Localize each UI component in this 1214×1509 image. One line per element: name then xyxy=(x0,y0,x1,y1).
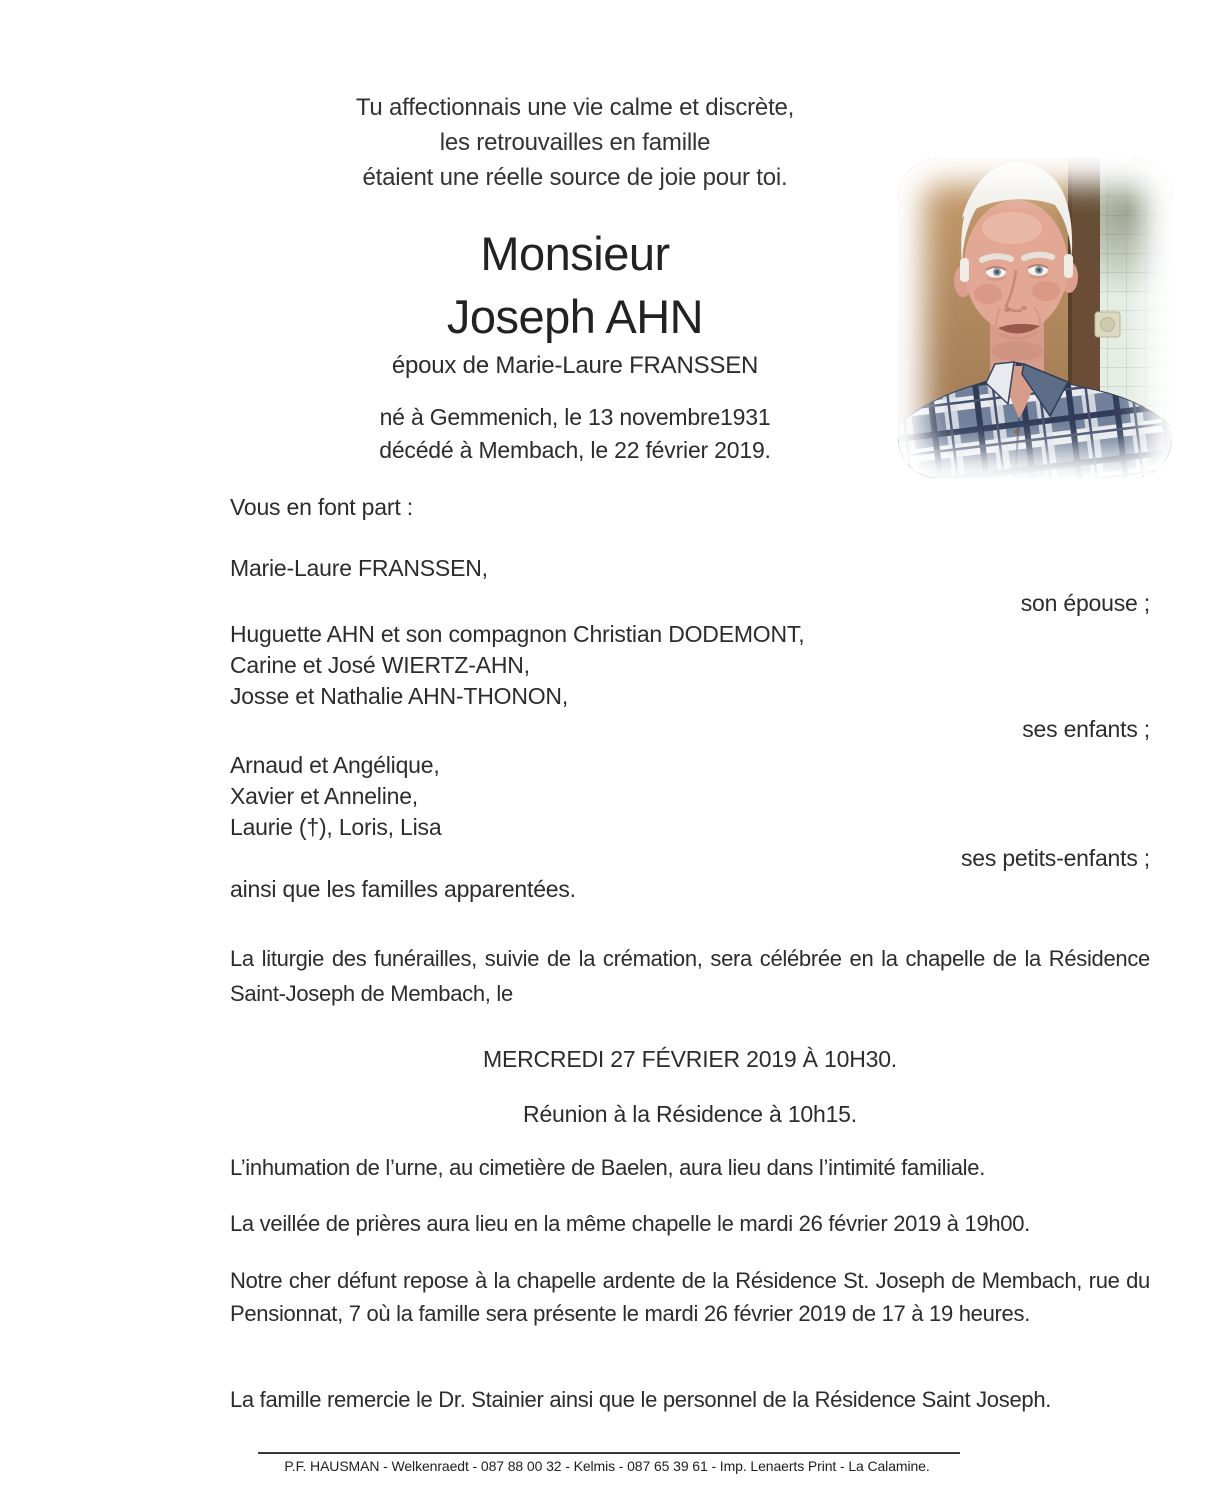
grandchild-line: Laurie (†), Loris, Lisa xyxy=(230,814,442,840)
vigil-line: La veillée de prières aura lieu en la même chapelle le mardi 26 février 2019 à 19h00. xyxy=(230,1211,1030,1236)
portrait-photo xyxy=(898,158,1172,478)
liturgy-paragraph: La liturgie des funérailles, suivie de la crémation, sera célébrée en la chapelle de la Résidence Saint-Joseph de Membach, le xyxy=(230,946,1150,1006)
announcement-intro: Vous en font part : xyxy=(230,494,413,520)
deceased-title-block xyxy=(230,222,920,348)
children-list xyxy=(230,619,804,712)
portrait-illustration xyxy=(898,158,1172,478)
child-line: Josse et Nathalie AHN-THONON, xyxy=(230,683,569,709)
inhumation-line: L’inhumation de l’urne, au cimetière de Baelen, aura lieu dans l’intimité familiale. xyxy=(230,1155,986,1180)
grandchild-line: Arnaud et Angélique, xyxy=(230,752,440,778)
epitaph-quote xyxy=(230,90,920,195)
child-line: Carine et José WIERTZ-AHN, xyxy=(230,652,530,678)
grandchildren-list xyxy=(230,750,441,843)
death-line: décédé à Membach, le 22 février 2019. xyxy=(379,437,771,463)
child-line: Huguette AHN et son compagnon Christian DODEMONT, xyxy=(230,621,805,647)
children-label: ses enfants ; xyxy=(1022,716,1150,742)
epitaph-line-3: étaient une réelle source de joie pour toi. xyxy=(362,164,788,191)
epitaph-line-1: Tu affectionnais une vie calme et discrète, xyxy=(355,94,795,121)
deceased-relation: époux de Marie-Laure FRANSSEN xyxy=(391,352,759,379)
thanks-line: La famille remercie le Dr. Stainier ainsi que le personnel de la Résidence Saint Joseph. xyxy=(230,1387,1052,1412)
repose-paragraph: Notre cher défunt repose à la chapelle ardente de la Résidence St. Joseph de Membach, rue du Pensionnat, 7 où la famille sera présente le mardi 26 février 2019 de 17 à 19 heures. xyxy=(230,1268,1150,1326)
epitaph-line-2: les retrouvailles en famille xyxy=(439,129,711,156)
grandchildren-label: ses petits-enfants ; xyxy=(960,845,1150,871)
meeting-line: Réunion à la Résidence à 10h15. xyxy=(523,1101,857,1127)
funeral-home-imprint: P.F. HAUSMAN - Welkenraedt - 087 88 00 32 - Kelmis - 087 65 39 61 - Imp. Lenaerts Print - La Calamine. xyxy=(284,1458,930,1474)
wall-socket xyxy=(1095,312,1120,337)
related-families-line: ainsi que les familles apparentées. xyxy=(230,876,576,902)
grandchild-line: Xavier et Anneline, xyxy=(230,783,418,809)
ceremony-datetime: MERCREDI 27 FÉVRIER 2019 À 10H30. xyxy=(483,1046,897,1072)
footer-divider xyxy=(258,1452,960,1454)
birth-line: né à Gemmenich, le 13 novembre1931 xyxy=(379,404,771,430)
spouse-label: son épouse ; xyxy=(1020,590,1150,616)
spouse-name: Marie-Laure FRANSSEN, xyxy=(230,555,488,581)
deceased-dates xyxy=(230,401,920,467)
deceased-civility: Monsieur xyxy=(480,227,670,280)
deceased-name: Joseph AHN xyxy=(446,290,704,343)
